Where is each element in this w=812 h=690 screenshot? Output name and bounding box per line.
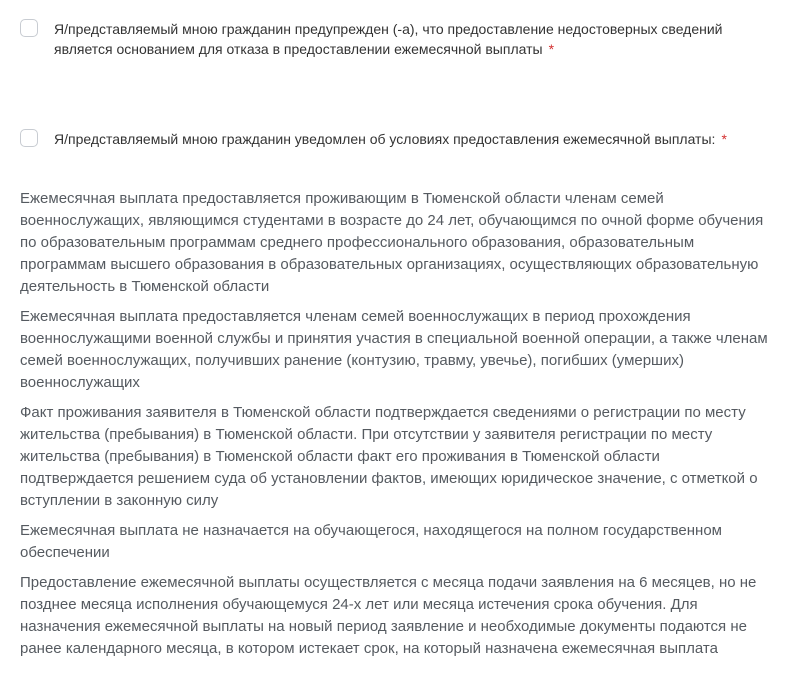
consent-checkbox-label: [54, 129, 727, 149]
consent-label-text: Я/представляемый мною гражданин уведомлен об условиях предоставления ежемесячной выплаты:: [54, 131, 716, 147]
consent-checkbox-row-conditions: [20, 129, 772, 149]
info-paragraph: Ежемесячная выплата предоставляется членам семей военнослужащих в период прохождения военнослужащими военной службы и принятия участия в специальной военной операции, а также членам семей военнослужащих, получивших ранение (контузию, травму, увечье), погибших (умерших) военнослужащих: [20, 308, 768, 391]
consent-label-text: Я/представляемый мною гражданин предупрежден (-а), что предоставление недостоверных сведений является основанием для отказа в предоставлении ежемесячной выплаты: [54, 21, 723, 57]
consent-checkbox-false-info[interactable]: [20, 19, 38, 37]
info-paragraph: Ежемесячная выплата не назначается на обучающегося, находящегося на полном государственном обеспечении: [20, 522, 722, 561]
required-mark: *: [721, 131, 727, 147]
consent-checkbox-label: [54, 19, 772, 59]
consent-checkbox-conditions[interactable]: [20, 129, 38, 147]
info-paragraph: Факт проживания заявителя в Тюменской области подтверждается сведениями о регистрации по месту жительства (пребывания) в Тюменской области. При отсутствии у заявителя регистрации по месту жительства (пребывания) в Тюменской области факт его проживания в Тюменской области подтверждается решением суда об установлении фактов, имеющих юридическое значение, с отметкой о вступлении в законную силу: [20, 404, 758, 509]
info-paragraph: Предоставление ежемесячной выплаты осуществляется с месяца подачи заявления на 6 месяцев, но не позднее месяца исполнения обучающемуся 24-х лет или месяца истечения срока обучения. Для назначения ежемесячной выплаты на новый период заявление и необходимые документы подаются не ранее календарного месяца, в котором истекает срок, на который назначена ежемесячная выплата: [20, 574, 757, 657]
consent-checkbox-row-false-info: [20, 19, 772, 59]
conditions-info-block: [20, 188, 772, 668]
required-mark: *: [548, 41, 555, 57]
info-paragraph: Ежемесячная выплата предоставляется проживающим в Тюменской области членам семей военнослужащих, являющимся студентами в возрасте до 24 лет, обучающимся по очной форме обучения по образовательным программам среднего профессионального образования, образовательным программам высшего образования в образовательных организациях, осуществляющих образовательную деятельность в Тюменской области: [20, 190, 764, 295]
